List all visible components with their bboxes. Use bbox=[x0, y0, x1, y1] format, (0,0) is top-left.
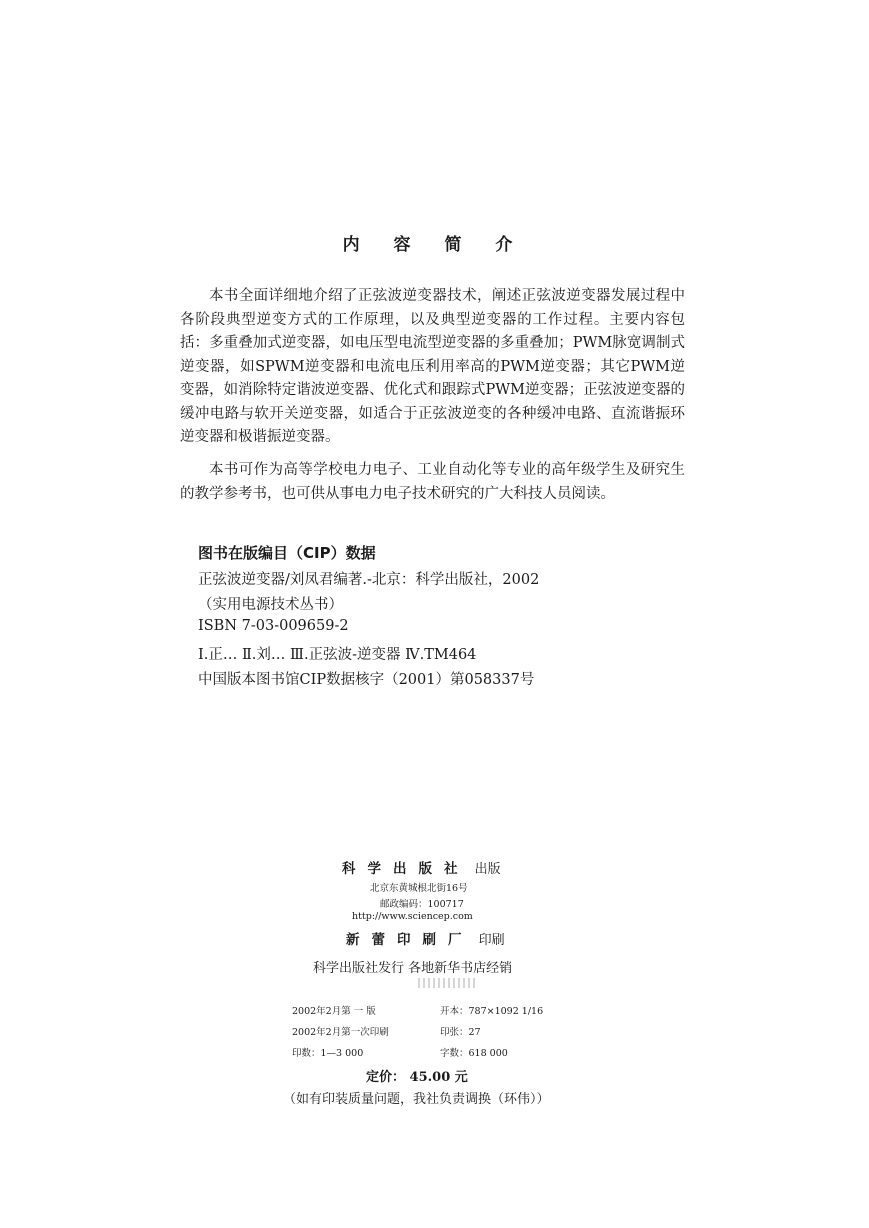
printer-role: 印刷 bbox=[478, 933, 505, 948]
publisher-role: 出版 bbox=[474, 862, 501, 877]
cip-heading: 图书在版编目（CIP）数据 bbox=[198, 544, 376, 562]
price: 定价： 45.00 元 bbox=[366, 1070, 468, 1085]
printing-info: 2002年2月第一次印刷 bbox=[292, 1027, 389, 1038]
cip-line-2: （实用电源技术丛书） bbox=[198, 597, 343, 613]
publisher-address: 北京东黄城根北街16号 bbox=[370, 883, 468, 894]
publisher-url: http://www.sciencep.com bbox=[352, 911, 473, 922]
edition-info: 2002年2月第 一 版 bbox=[292, 1006, 376, 1017]
cip-line-1: 正弦波逆变器/刘凤君编著.-北京：科学出版社，2002 bbox=[198, 572, 540, 588]
summary-paragraph-1: 本书全面详细地介绍了正弦波逆变器技术，阐述正弦波逆变器发展过程中各阶段典型逆变方式的工作原理，以及典型逆变器的工作过程。主要内容包括：多重叠加式逆变器，如电压型电流型逆变器的多重叠加；PWM脉宽调制式逆变器，如SPWM逆变器和电流电压利用率高的PWM逆变器；其它PWM逆变器，如消除特定谐波逆变器、优化式和跟踪式PWM逆变器；正弦波逆变器的缓冲电路与软开关逆变器，如适合于正弦波逆变的各种缓冲电路、直流谐振环逆变器和极谐振逆变器。 bbox=[180, 288, 685, 445]
page-title: 内 容 简 介 bbox=[342, 235, 527, 255]
print-run-info: 印数：1—3 000 bbox=[292, 1048, 364, 1059]
distribution-line: 科学出版社发行 各地新华书店经销 bbox=[313, 961, 513, 976]
sheets-info: 印张：27 bbox=[440, 1027, 481, 1038]
cip-line-5: 中国版本图书馆CIP数据核字（2001）第058337号 bbox=[198, 672, 535, 688]
publisher-line bbox=[342, 857, 501, 877]
printer-name: 新蕾印刷厂 bbox=[346, 932, 474, 948]
quality-notice: （如有印装质量问题，我社负责调换（环伟）） bbox=[283, 1092, 550, 1107]
printer-line bbox=[346, 928, 505, 948]
format-info: 开本：787×1092 1/16 bbox=[440, 1006, 544, 1017]
word-count-info: 字数：618 000 bbox=[440, 1048, 508, 1059]
publisher-name: 科学出版社 bbox=[342, 861, 470, 877]
publisher-postcode: 邮政编码：100717 bbox=[380, 899, 464, 910]
cip-line-4: Ⅰ.正… Ⅱ.刘… Ⅲ.正弦波-逆变器 Ⅳ.TM464 bbox=[198, 647, 477, 663]
summary-paragraph-2: 本书可作为高等学校电力电子、工业自动化等专业的高年级学生及研究生的教学参考书，也可供从事电力电子技术研究的广大科技人员阅读。 bbox=[180, 462, 685, 502]
scan-smudge bbox=[418, 978, 478, 988]
cip-isbn: ISBN 7-03-009659-2 bbox=[198, 618, 349, 634]
